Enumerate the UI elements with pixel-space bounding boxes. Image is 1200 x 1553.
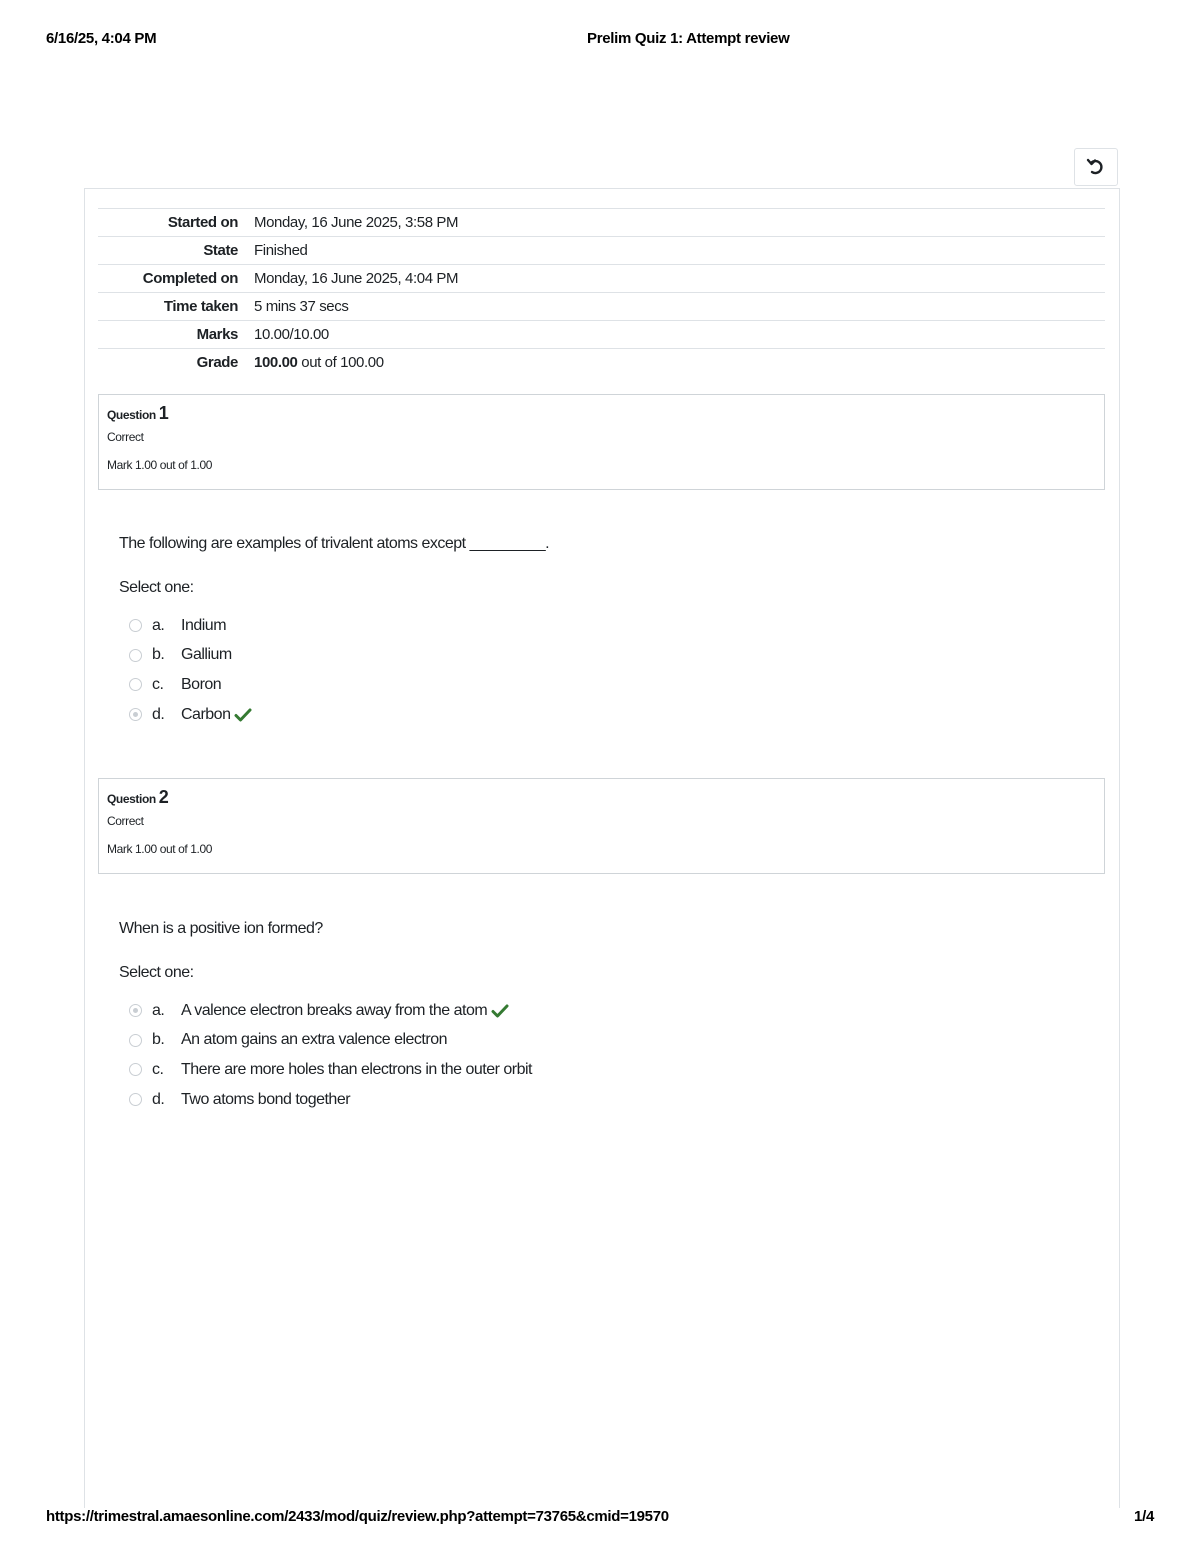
- answer-text: An atom gains an extra valence electron: [181, 1031, 447, 1049]
- reset-view-button[interactable]: [1074, 148, 1118, 186]
- question-number: [107, 787, 1096, 808]
- answer-option[interactable]: [119, 1055, 1079, 1085]
- attempt-summary-table: [98, 208, 1105, 377]
- radio-button[interactable]: [129, 1093, 142, 1106]
- radio-button[interactable]: [129, 1063, 142, 1076]
- answer-letter: c.: [152, 675, 164, 693]
- print-footer: [46, 1508, 1154, 1528]
- time-taken-value: 5 mins 37 secs: [254, 298, 349, 315]
- check-icon: [491, 1003, 509, 1019]
- question-info-1: [98, 394, 1105, 490]
- started-on-label: Started on: [167, 214, 238, 231]
- question-text: When is a positive ion formed?: [119, 920, 323, 937]
- question-content-1: [119, 535, 1079, 745]
- print-page-number: 1/4: [1134, 1508, 1154, 1525]
- grade-suffix: out of 100.00: [301, 354, 384, 372]
- question-mark: Mark 1.00 out of 1.00: [107, 842, 213, 856]
- answer-option-selected[interactable]: [119, 700, 1079, 730]
- answer-text: Gallium: [181, 646, 232, 664]
- select-one-prompt: Select one:: [119, 579, 194, 596]
- check-icon: [234, 707, 252, 723]
- radio-button[interactable]: [129, 619, 142, 632]
- radio-button[interactable]: [129, 1034, 142, 1047]
- answer-option[interactable]: [119, 1026, 1079, 1056]
- question-label: Question: [107, 408, 156, 422]
- summary-row-time: [98, 293, 1105, 321]
- answer-letter: a.: [152, 1001, 165, 1019]
- question-state: Correct: [107, 430, 144, 444]
- summary-row-completed: [98, 265, 1105, 293]
- question-number: [107, 403, 1096, 424]
- answer-letter: d.: [152, 1090, 165, 1108]
- radio-button-checked[interactable]: [129, 1004, 142, 1017]
- question-content-2: [119, 920, 1079, 1130]
- question-number-value: 2: [158, 787, 169, 807]
- print-header: [46, 30, 1154, 50]
- summary-row-started: [98, 209, 1105, 237]
- completed-on-value: Monday, 16 June 2025, 4:04 PM: [254, 270, 459, 287]
- answer-option[interactable]: [119, 1085, 1079, 1115]
- answer-text: There are more holes than electrons in the outer orbit: [181, 1060, 532, 1078]
- grade-value: [254, 349, 1105, 377]
- answer-letter: c.: [152, 1060, 164, 1078]
- answer-text: Two atoms bond together: [181, 1090, 351, 1108]
- answer-letter: a.: [152, 616, 165, 634]
- answer-text: Boron: [181, 675, 222, 693]
- marks-label: Marks: [196, 326, 238, 343]
- answer-option[interactable]: [119, 611, 1079, 641]
- answer-letter: b.: [152, 646, 165, 664]
- summary-row-state: [98, 237, 1105, 265]
- state-label: State: [203, 242, 238, 259]
- radio-button-checked[interactable]: [129, 708, 142, 721]
- answer-text: A valence electron breaks away from the atom: [181, 1001, 488, 1019]
- time-taken-label: Time taken: [163, 298, 238, 315]
- started-on-value: Monday, 16 June 2025, 3:58 PM: [254, 214, 459, 231]
- question-number-value: 1: [158, 403, 169, 423]
- state-value: Finished: [254, 242, 308, 259]
- marks-value: 10.00/10.00: [254, 326, 329, 343]
- grade-score: 100.00: [254, 354, 298, 372]
- question-info-2: [98, 778, 1105, 874]
- answer-list: [119, 611, 1079, 729]
- answer-text: Indium: [181, 616, 227, 634]
- grade-label: Grade: [196, 354, 238, 372]
- select-one-prompt: Select one:: [119, 964, 194, 981]
- answer-option[interactable]: [119, 641, 1079, 671]
- summary-row-marks: [98, 321, 1105, 349]
- answer-option[interactable]: [119, 670, 1079, 700]
- question-text: The following are examples of trivalent atoms except _________.: [119, 535, 550, 552]
- undo-icon: [1086, 157, 1106, 177]
- radio-button[interactable]: [129, 649, 142, 662]
- question-state: Correct: [107, 814, 144, 828]
- radio-button[interactable]: [129, 678, 142, 691]
- question-mark: Mark 1.00 out of 1.00: [107, 458, 213, 472]
- print-datetime: 6/16/25, 4:04 PM: [46, 30, 157, 47]
- answer-text: Carbon: [181, 705, 231, 723]
- answer-letter: b.: [152, 1031, 165, 1049]
- completed-on-label: Completed on: [142, 270, 238, 287]
- answer-list: [119, 996, 1079, 1114]
- question-label: Question: [107, 792, 156, 806]
- answer-letter: d.: [152, 705, 165, 723]
- print-url: https://trimestral.amaesonline.com/2433/mod/quiz/review.php?attempt=73765&cmid=19570: [46, 1508, 669, 1525]
- summary-row-grade: [98, 349, 1105, 377]
- print-page-title: Prelim Quiz 1: Attempt review: [587, 30, 790, 47]
- answer-option-selected[interactable]: [119, 996, 1079, 1026]
